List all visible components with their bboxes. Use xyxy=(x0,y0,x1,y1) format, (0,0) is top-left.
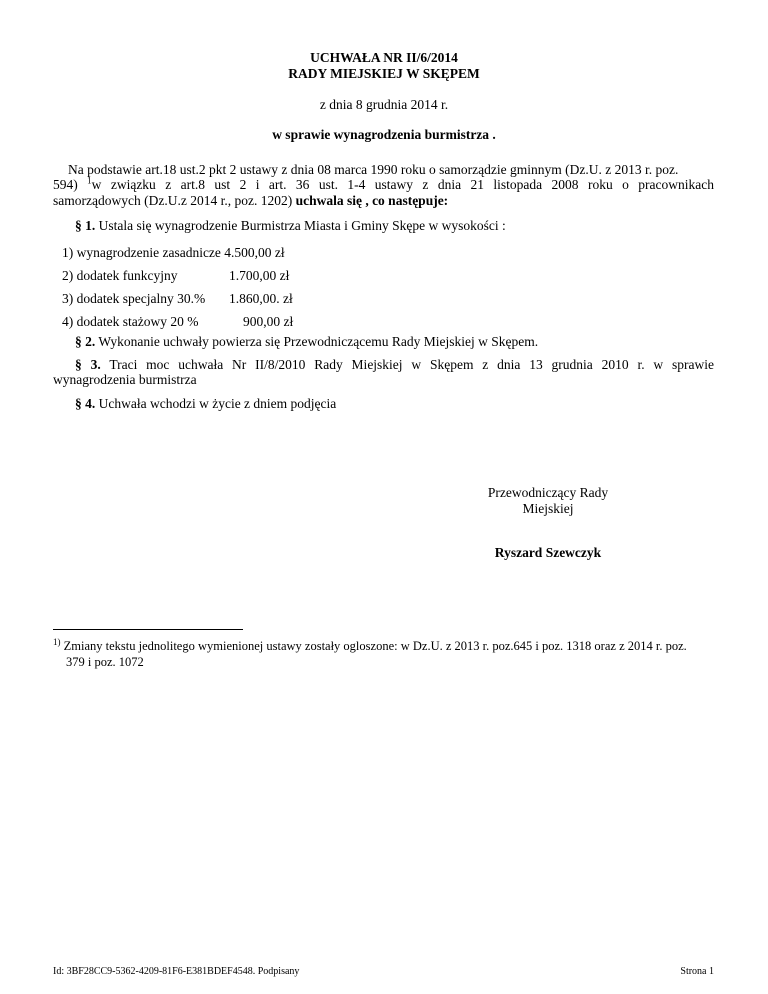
section-2 xyxy=(75,334,715,350)
salary-item-label: 4) dodatek stażowy 20 % xyxy=(62,314,199,329)
section-1 xyxy=(75,218,715,234)
footnote-separator xyxy=(53,629,243,630)
footnote-line-2: 379 i poz. 1072 xyxy=(66,655,144,669)
section-mark: § 4. xyxy=(75,396,96,411)
resolution-date: z dnia 8 grudnia 2014 r. xyxy=(319,97,449,112)
preamble-line-1: Na podstawie art.18 ust.2 pkt 2 ustawy z dnia 08 marca 1990 roku o samorządzie gminnym (Dz.U. z 2013 r. poz. xyxy=(68,162,679,177)
salary-item-label: 1) wynagrodzenie zasadnicze 4.500,00 zł xyxy=(62,245,285,260)
section-text: Traci moc uchwała Nr II/8/2010 Rady Miejskiej w Skępem z dnia 13 grudnia 2010 r. w sprawie xyxy=(109,357,715,372)
section-mark: § 3. xyxy=(75,357,101,372)
preamble-line-2 xyxy=(53,177,714,193)
signatory-title-continued: Miejskiej xyxy=(522,501,574,516)
salary-item-label: 2) dodatek funkcyjny xyxy=(62,268,178,283)
preamble-text: 594) xyxy=(53,177,78,192)
preamble-text: w związku z art.8 ust 2 i art. 36 ust. 1-4 ustawy z dnia 21 listopada 2008 roku o pracownikach xyxy=(91,177,714,192)
signatory-name: Ryszard Szewczyk xyxy=(494,545,602,560)
page-number: Strona 1 xyxy=(680,966,714,977)
salary-item-amount: 900,00 zł xyxy=(243,314,294,329)
salary-item-amount: 1.700,00 zł xyxy=(229,268,290,283)
salary-item-amount: 1.860,00. zł xyxy=(229,291,293,306)
section-mark: § 1. xyxy=(75,218,96,233)
resolution-subject: w sprawie wynagrodzenia burmistrza . xyxy=(272,127,496,142)
salary-item-label: 3) dodatek specjalny 30.% xyxy=(62,291,206,306)
signatory-title: Przewodniczący Rady xyxy=(487,485,609,500)
enactment-phrase: uchwala się , co następuje: xyxy=(295,193,449,208)
section-text: Ustala się wynagrodzenie Burmistrza Miasta i Gminy Skępe w wysokości : xyxy=(98,218,506,233)
section-text: Wykonanie uchwały powierza się Przewodniczącemu Rady Miejskiej w Skępem. xyxy=(98,334,539,349)
section-3-line-2: wynagrodzenia burmistrza xyxy=(53,372,197,387)
council-name: RADY MIEJSKIEJ W SKĘPEM xyxy=(288,66,480,81)
footnote-reference: 1 xyxy=(87,175,92,186)
document-id: Id: 3BF28CC9-5362-4209-81F6-E381BDEF4548. Podpisany xyxy=(53,966,300,977)
footnote-marker: 1) xyxy=(53,636,61,647)
preamble-line-3 xyxy=(53,193,714,209)
section-4 xyxy=(75,396,715,412)
section-mark: § 2. xyxy=(75,334,96,349)
footnote-line-1 xyxy=(53,638,714,654)
section-3-line-1 xyxy=(75,357,714,373)
resolution-number: UCHWAŁA NR II/6/2014 xyxy=(310,50,458,65)
preamble-text: samorządowych (Dz.U.z 2014 r., poz. 1202) xyxy=(53,193,293,208)
section-text: Uchwała wchodzi w życie z dniem podjęcia xyxy=(98,396,337,411)
footnote-text: Zmiany tekstu jednolitego wymienionej ustawy zostały ogloszone: w Dz.U. z 2013 r. poz.645 i poz. 1318 oraz z 2014 r. poz. xyxy=(63,639,687,653)
